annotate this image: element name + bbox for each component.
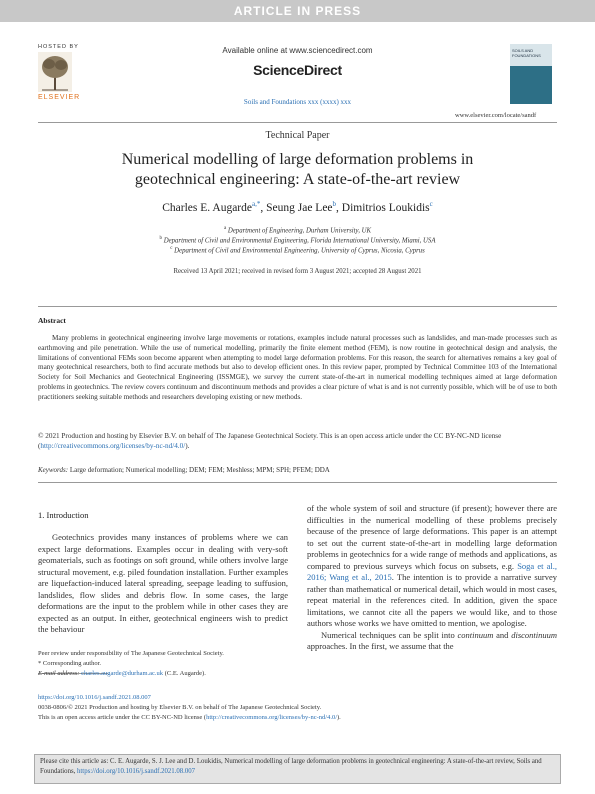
author-affiliation-mark[interactable]: b (332, 200, 337, 208)
affiliation-mark: c (170, 246, 173, 251)
keywords (38, 466, 330, 474)
journal-cover-title: SOILS AND FOUNDATIONS (512, 48, 541, 58)
affiliation-text: Department of Civil and Environmental Engineering, Florida International University, Miami, USA (163, 237, 436, 245)
left-column (38, 532, 288, 636)
journal-homepage-link[interactable]: www.elsevier.com/locate/sandf (455, 112, 537, 119)
citation-text (40, 757, 554, 776)
article-title (0, 150, 595, 190)
body-paragraph: Geotechnics provides many instances of problems where we can expect large deformations. Examples occur in dealing with very-soft geomaterials, such as footings on soft ground, while others involve large structural movement, e.g. piled foundation installation. Further examples are liquefaction-induced lateral spreading, seepage leading to suffusion, landslides, flow slides and debris flow. In some cases, the large deformations are the input to the problem while in other cases they are expected as an output. In either, geotechnical engineers wish to predict the behaviour (38, 532, 288, 634)
journal-link[interactable]: Soils and Foundations xxx (xxxx) xxx (243, 98, 352, 106)
citation-body: Please cite this article as: C. E. Augarde, S. J. Lee and D. Loukidis, Numerical modelling of large deformation problems in geotechnical engineering: A state-of-the-art review, Soils and Foundations, (40, 758, 542, 775)
article-type: Technical Paper (265, 130, 330, 141)
open-access-line (38, 714, 341, 721)
author-affiliation-mark[interactable]: c (429, 200, 433, 208)
doi-link[interactable]: https://doi.org/10.1016/j.sandf.2021.08.007 (38, 694, 151, 701)
reference-link[interactable]: Soga et al., 2016; Wang et al., 2015 (307, 560, 557, 582)
affiliation-text: Department of Civil and Environmental Engineering, University of Cyprus, Nicosia, Cyprus (174, 247, 425, 255)
author-list (0, 200, 595, 214)
title-line-2: geotechnical engineering: A state-of-the-art review (134, 171, 461, 188)
header-divider (38, 122, 557, 123)
section-heading: 1. Introduction (38, 510, 89, 520)
abstract-heading: Abstract (38, 316, 66, 325)
elsevier-wordmark: ELSEVIER (38, 94, 81, 101)
paragraph-text: Numerical techniques can be split into (321, 629, 458, 640)
copyright-text-end: ). (185, 441, 190, 450)
email-owner: (C.E. Augarde). (163, 670, 206, 677)
sciencedirect-logo: ScienceDirect (253, 62, 342, 78)
body-paragraph (307, 503, 557, 630)
available-online-text: Available online at www.sciencedirect.com (222, 46, 373, 55)
open-access-text-end: ). (337, 714, 341, 721)
paragraph-italic: discontinuum (511, 629, 558, 640)
body-paragraph (307, 630, 557, 653)
affiliation (0, 246, 595, 254)
open-access-text: This is an open access article under the CC BY-NC-ND license ( (38, 714, 207, 721)
article-in-press-banner: ARTICLE IN PRESS (0, 0, 595, 22)
keywords-text: Large deformation; Numerical modelling; DEM; FEM; Meshless; MPM; SPH; PFEM; DDA (69, 466, 330, 474)
license-link[interactable]: http://creativecommons.org/licenses/by-nc-nd/4.0/ (40, 441, 186, 450)
paragraph-text: of the whole system of soil and structure (if present); however there are difficulties in the numerical modelling of these problems precisely because of the presence of large deformations. This paper is an attempt to set out the current state-of-the-art in modelling large deformation problems in geotechnics for a wide range of methods and applications, as compared to previous surveys which focus on subsets, e.g. (307, 503, 557, 571)
author-separator: , (336, 201, 342, 214)
author-affiliation-mark[interactable]: a,* (252, 200, 261, 208)
author-name[interactable]: Charles E. Augarde (162, 201, 252, 214)
affiliation (0, 236, 595, 244)
title-line-1: Numerical modelling of large deformation problems in (121, 151, 474, 168)
abstract-copyright (38, 432, 557, 452)
affiliation-mark: a (223, 226, 227, 231)
affiliation (0, 226, 595, 234)
paragraph-italic: continuum (457, 629, 494, 640)
email-label: E-mail address: (38, 670, 80, 677)
email-note (38, 670, 206, 677)
right-column (307, 503, 557, 653)
copyright-text: © 2021 Production and hosting by Elsevier B.V. on behalf of The Japanese Geotechnical Society. This is an open access article under the CC BY-NC-ND license ( (38, 432, 502, 450)
keywords-label: Keywords: (38, 466, 69, 474)
received-dates: Received 13 April 2021; received in revised form 3 August 2021; accepted 28 August 2021 (173, 268, 422, 275)
peer-review-note: Peer review under responsibility of The Japanese Geotechnical Society. (38, 650, 224, 657)
author-name[interactable]: Dimitrios Loukidis (341, 201, 430, 214)
author-name[interactable]: Seung Jae Lee (266, 201, 333, 214)
hosted-by-label: HOSTED BY (38, 44, 79, 50)
paragraph-text: . The intention is to provide a narrative survey rather than mathematical or numerical detail, which would in most cases, repeat material in the references cited. In addition, given the space limitations, we cannot cite all the papers we would like, and to those authors whose works we have omitted to mention, we apologise. (307, 572, 557, 628)
affiliation-mark: b (159, 236, 162, 241)
abstract-top-divider (38, 306, 557, 307)
abstract-bottom-divider (38, 482, 557, 483)
email-link[interactable]: charles.augarde@durham.ac.uk (81, 670, 164, 677)
license-link[interactable]: http://creativecommons.org/licenses/by-nc-nd/4.0/ (206, 714, 337, 721)
abstract-text: Many problems in geotechnical engineering involve large movements or rotations, examples include natural processes such as landslides, and man-made processes such as earthmoving and pile penetration. While the use of numerical modelling, primarily the finite element method (FEM), is now routine in geotechnical design and analysis, the limitations of conventional FEMs soon become apparent when attempting to model large deformation problems. For this reason, the search for alternatives remains a key goal of many geotechnical researchers, both to find accurate methods but also to develop efficient ones. In this review paper, prompted by Technical Committee 103 of the International Society for Soil Mechanics and Geotechnical Engineering (ISSMGE), we survey the current state-of-the-art in numerical modelling techniques aimed at large deformation problems in geotechnics. The review covers continuum and discontinuum methods and provides a clear picture of what is and is not currently possible, which will be of use to both practitioners seeking suitable methods and researchers developing existing or new methods. (38, 334, 557, 401)
affiliation-text: Department of Engineering, Durham University, UK (227, 227, 372, 235)
issn-line: 0038-0806/© 2021 Production and hosting by Elsevier B.V. on behalf of The Japanese Geotechnical Society. (38, 704, 322, 711)
paragraph-text: approaches. In the first, we assume that the (307, 641, 454, 651)
citation-doi-link[interactable]: https://doi.org/10.1016/j.sandf.2021.08.007 (77, 767, 196, 775)
paragraph-text: and (493, 629, 512, 640)
corresponding-author-note: * Corresponding author. (38, 660, 102, 667)
author-separator: , (260, 201, 267, 214)
